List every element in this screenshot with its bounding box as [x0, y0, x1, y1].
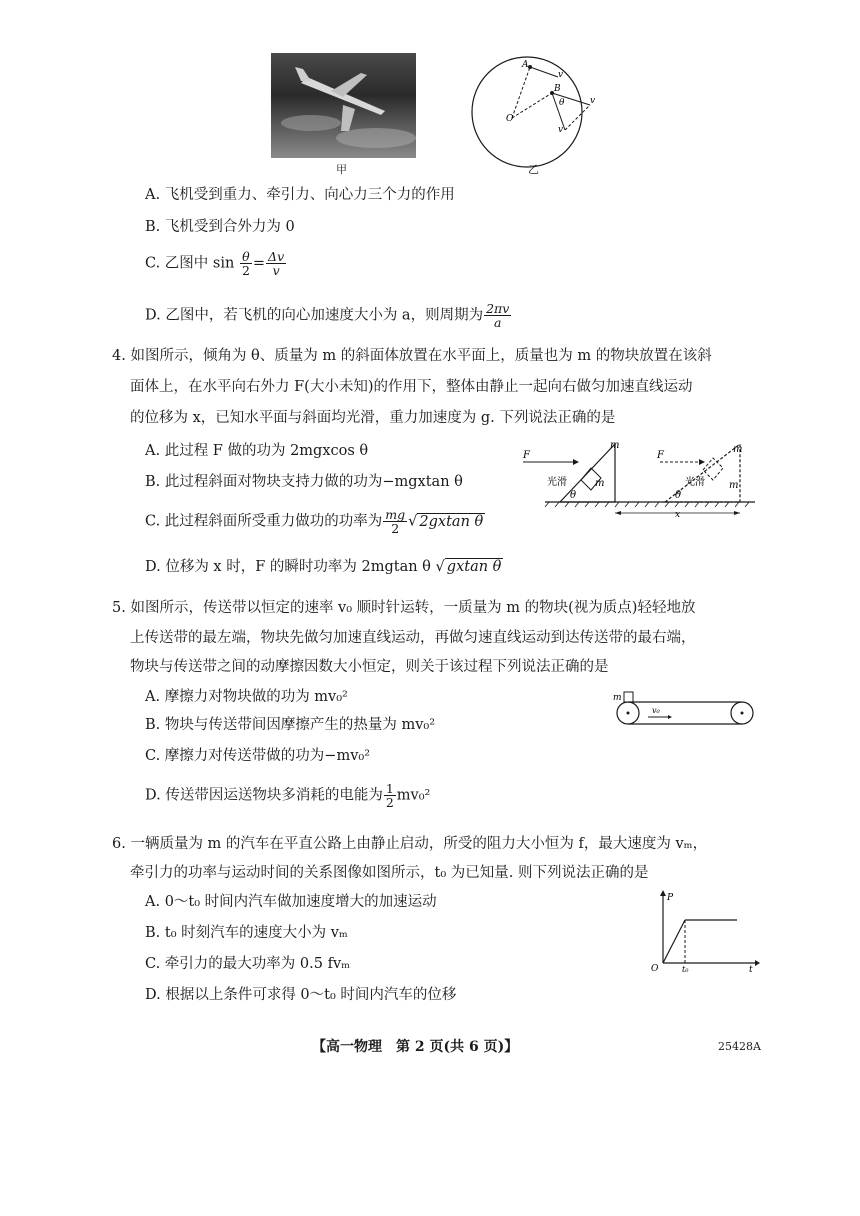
svg-text:v: v	[558, 70, 564, 80]
svg-text:t: t	[749, 965, 753, 973]
incline-diagram	[515, 440, 760, 518]
q4-stem-line3: 的位移为 x，已知水平面与斜面均光滑，重力加速度为 g. 下列说法正确的是	[130, 410, 616, 426]
q6-stem-line1: 6. 一辆质量为 m 的汽车在平直公路上由静止启动，所受的阻力大小恒为 f，最大速度为 vₘ，	[112, 836, 708, 852]
circular-motion-diagram	[470, 55, 610, 173]
q5-stem-line2: 上传送带的最左端，物块先做匀加速直线运动，再做匀速直线运动到达传送带的最右端，	[130, 630, 696, 646]
paper-code: 25428A	[718, 1040, 761, 1053]
q5-stem-line1: 5. 如图所示，传送带以恒定的速率 v₀ 顺时针运转，一质量为 m 的物块(视为质点)轻轻地放	[112, 600, 696, 616]
power-time-graph	[645, 888, 760, 973]
q6-option-a: A. 0～t₀ 时间内汽车做加速度增大的加速运动	[145, 894, 437, 910]
svg-text:P: P	[667, 893, 674, 903]
airplane-photo	[271, 53, 416, 158]
svg-text:θ: θ	[675, 490, 682, 501]
q3-option-c: C. 乙图中 sin $\frac{\theta}{2}$ = $\frac{\Delta v}{v}$	[145, 249, 285, 278]
svg-text:m: m	[729, 480, 739, 491]
svg-text:m: m	[610, 440, 620, 451]
svg-text:t₀: t₀	[682, 965, 689, 973]
svg-text:m: m	[733, 444, 743, 455]
svg-text:A: A	[522, 60, 529, 70]
figure-caption-right: 乙	[528, 163, 539, 176]
svg-text:θ: θ	[559, 98, 565, 108]
svg-text:O: O	[506, 114, 514, 124]
svg-text:v₀: v₀	[652, 706, 660, 715]
q5-stem-line3: 物块与传送带之间的动摩擦因数大小恒定，则关于该过程下列说法正确的是	[130, 659, 609, 675]
q3-option-a: A. 飞机受到重力、牵引力、向心力三个力的作用	[145, 187, 455, 203]
q3-option-b: B. 飞机受到合外力为 0	[145, 219, 295, 235]
page-footer-title: 【高一物理 第 2 页(共 6 页)】	[312, 1039, 519, 1055]
svg-text:F: F	[657, 450, 664, 461]
q5-option-c: C. 摩擦力对传送带做的功为−mv₀²	[145, 748, 371, 764]
figure-caption-left: 甲	[336, 163, 347, 176]
q5-option-d: D. 传送带因运送物块多消耗的电能为 $\frac{1}{2}$ mv₀²	[145, 781, 431, 810]
q6-option-c: C. 牵引力的最大功率为 0.5 fvₘ	[145, 956, 351, 972]
q4-option-a: A. 此过程 F 做的功为 2mgxcos θ	[145, 443, 369, 459]
q6-option-b: B. t₀ 时刻汽车的速度大小为 vₘ	[145, 925, 348, 941]
svg-text:m: m	[595, 478, 605, 489]
q3-option-d: D. 乙图中，若飞机的向心加速度大小为 a，则周期为 $\frac{2\pi v}{a}$	[145, 301, 510, 330]
q6-stem-line2: 牵引力的功率与运动时间的关系图像如图所示，t₀ 为已知量. 则下列说法正确的是	[130, 865, 649, 881]
q4-option-d: D. 位移为 x 时，F 的瞬时功率为 2mgtan θ √ gxtan θ	[145, 559, 502, 575]
force-label: F	[523, 450, 530, 461]
q6-option-d: D. 根据以上条件可求得 0～t₀ 时间内汽车的位移	[145, 987, 457, 1003]
svg-text:B: B	[554, 84, 561, 94]
q4-stem-line2: 面体上，在水平向右外力 F(大小未知)的作用下，整体由静止一起向右做匀加速直线运动	[130, 379, 693, 395]
q4-stem-line1: 4. 如图所示，倾角为 θ、质量为 m 的斜面体放置在水平面上，质量也为 m 的物块放置在该斜	[112, 348, 712, 364]
svg-text:x: x	[675, 510, 681, 518]
q4-option-c: C. 此过程斜面所受重力做功的功率为 $\frac{mg}{2}$ √ 2gxtan θ	[145, 507, 484, 536]
q5-option-a: A. 摩擦力对物块做的功为 mv₀²	[145, 689, 348, 705]
svg-text:v: v	[558, 125, 564, 135]
q5-option-b: B. 物块与传送带间因摩擦产生的热量为 mv₀²	[145, 717, 436, 733]
svg-text:光滑: 光滑	[685, 477, 705, 488]
svg-text:v: v	[590, 96, 596, 106]
svg-text:θ: θ	[570, 490, 577, 501]
q4-option-b: B. 此过程斜面对物块支持力做的功为−mgxtan θ	[145, 474, 463, 490]
conveyor-belt-diagram	[610, 688, 760, 730]
svg-text:光滑: 光滑	[547, 477, 567, 488]
svg-text:m: m	[613, 693, 622, 703]
svg-text:O: O	[651, 964, 659, 973]
